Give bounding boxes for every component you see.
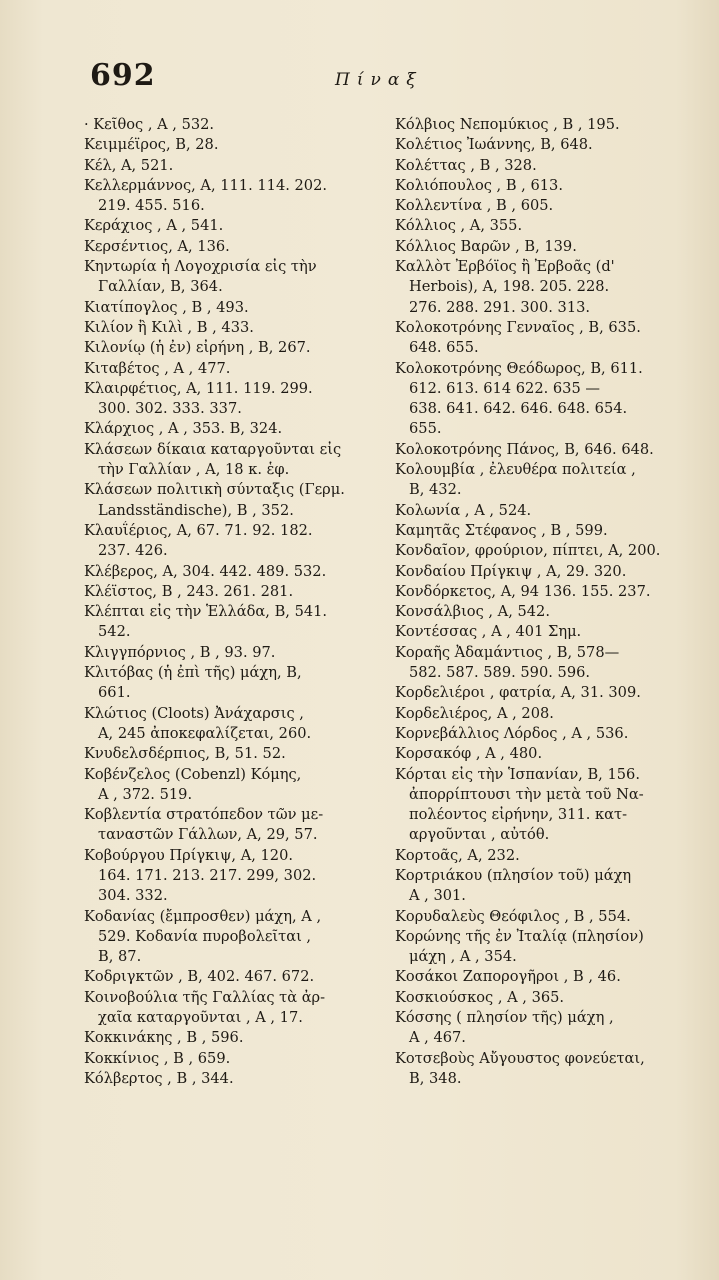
index-entry-line: Κοδανίας (ἔμπροσθεν) μάχη, Α , — [84, 907, 322, 925]
index-entry-line: Κερσέντιος, Α, 136. — [84, 237, 230, 255]
index-entry-line: Κονδαίου Πρίγκιψ , Α, 29. 320. — [395, 562, 627, 580]
index-entry-line: Κηντωρία ἡ Λογοχρισία εἰς τὴν — [84, 258, 317, 276]
index-entry-line: Κλέπται εἰς τὴν Ἑλλάδα, Β, 541. — [84, 603, 328, 621]
index-entry-line: Κόρται εἰς τὴν Ἱσπανίαν, Β, 156. — [395, 765, 640, 783]
running-title: Πίναξ — [335, 70, 423, 90]
index-entry-line: Κονδόρκετος, Α, 94 136. 155. 237. — [395, 582, 651, 600]
index-entry-line: Α , 467. — [409, 1029, 466, 1047]
index-entry-line: Herbois), Α, 198. 205. 228. — [409, 278, 610, 296]
index-entry-line: · Κεῖθος , Α , 532. — [84, 116, 215, 133]
index-entry-line: Κολιόπουλος , Β , 613. — [395, 176, 563, 194]
index-entry-line: Καλλὸτ Ἐρβόϊος ἢ Ἐρβοᾶς (d' — [395, 258, 615, 276]
index-entry-line: Κοτσεβοὺς Αὔγουστος φονεύεται, — [395, 1049, 645, 1067]
index-entry-line: 219. 455. 516. — [98, 197, 205, 215]
index-entry-line: Α , 301. — [409, 887, 466, 905]
page-header — [90, 58, 650, 98]
index-entry-line: Κόσσης ( πλησίον τῆς) μάχη , — [395, 1009, 614, 1027]
index-entry-line: 582. 587. 589. 590. 596. — [409, 664, 591, 682]
index-entry-line: 661. — [98, 684, 131, 702]
index-entry-line: Κελλερμάννος, Α, 111. 114. 202. — [84, 176, 327, 194]
index-entry-line: Κολουμβία , ἐλευθέρα πολιτεία , — [395, 461, 636, 479]
index-entry-line: Γαλλίαν, Β, 364. — [98, 278, 223, 296]
index-entry-line: Κοινοβούλια τῆς Γαλλίας τὰ ἀρ- — [84, 988, 326, 1006]
index-entry-line: μάχη , Α , 354. — [409, 948, 517, 966]
index-entry-line: Κορτοᾶς, Α, 232. — [395, 846, 520, 864]
index-entry-line: Κοσκιούσκος , Α , 365. — [395, 988, 565, 1006]
index-entry-line: Β, 432. — [409, 481, 462, 499]
index-entry-line: Κλώτιος (Cloots) Ἀνάχαρσις , — [84, 704, 304, 722]
index-entry-line: Κορώνης τῆς ἐν Ἰταλίᾳ (πλησίον) — [395, 927, 644, 945]
index-entry-line: Καμητᾶς Στέφανος , Β , 599. — [395, 521, 608, 539]
index-column-left — [84, 115, 376, 1089]
index-entry-line: Κορυδαλεὺς Θεόφιλος , Β , 554. — [395, 907, 631, 925]
index-entry-line: Κορδελιέροι , φατρία, Α, 31. 309. — [395, 684, 641, 702]
index-column-right — [395, 115, 685, 1089]
index-entry-line: Κλάρχιος , Α , 353. Β, 324. — [84, 420, 283, 438]
index-entry-line: 304. 332. — [98, 887, 168, 905]
index-entry-line: 638. 641. 642. 646. 648. 654. — [409, 400, 628, 418]
index-entry-line: 529. Κοδανία πυροβολεῖται , — [98, 927, 312, 945]
index-entry-line: Landsständische), Β , 352. — [98, 501, 294, 519]
index-entry-line: Κιλονίῳ (ἡ ἐν) εἰρήνη , Β, 267. — [84, 339, 311, 357]
index-entry-line: Κόλβιος Νεπομύκιος , Β , 195. — [395, 116, 620, 133]
index-entry-line: τὴν Γαλλίαν , Α, 18 κ. ἑφ. — [98, 461, 290, 479]
index-entry-line: ταναστῶν Γάλλων, Α, 29, 57. — [98, 826, 318, 844]
index-entry-line: Κόλλιος Βαρῶν , Β, 139. — [395, 237, 577, 255]
index-entry-line: 542. — [98, 623, 131, 641]
index-entry-line: αργοῦνται , αὐτόθ. — [409, 826, 550, 844]
index-entry-line: Α, 245 ἀποκεφαλίζεται, 260. — [98, 724, 312, 742]
index-entry-line: Κοδριγκτῶν , Β, 402. 467. 672. — [84, 968, 315, 986]
index-entry-line: Κνυδελσδέρπιος, Β, 51. 52. — [84, 745, 286, 763]
index-entry-line: 655. — [409, 420, 442, 438]
index-entry-line: Β, 87. — [98, 948, 142, 966]
index-entry-line: 648. 655. — [409, 339, 479, 357]
index-entry-line: χαῖα καταργοῦνται , Α , 17. — [98, 1009, 303, 1027]
index-entry-line: Κοβούργου Πρίγκιψ, Α, 120. — [84, 846, 294, 864]
index-entry-line: Κορτριάκου (πλησίον τοῦ) μάχη — [395, 866, 632, 884]
index-entry-line: Κιλίον ἢ Κιλὶ , Β , 433. — [84, 318, 254, 336]
index-entry-line: Α , 372. 519. — [98, 785, 193, 803]
index-entry-line: πολέοντος εἰρήνην, 311. κατ- — [409, 806, 628, 824]
index-entry-line: Κλάσεων πολιτικὴ σύνταξις (Γερμ. — [84, 481, 345, 499]
index-entry-line: Κλέϊστος, Β , 243. 261. 281. — [84, 582, 294, 600]
index-entry-line: Κονσάλβιος , Α, 542. — [395, 603, 550, 621]
index-entry-line: Κέλ, Α, 521. — [84, 156, 174, 174]
index-entry-line: Κιταβέτος , Α , 477. — [84, 359, 231, 377]
index-entry-line: ἀπορρίπτουσι τὴν μετὰ τοῦ Να- — [409, 785, 644, 803]
index-entry-line: Κολωνία , Α , 524. — [395, 501, 532, 519]
index-entry-line: Κολοκοτρόνης Θεόδωρος, Β, 611. — [395, 359, 643, 377]
index-entry-line: Κολοκοτρόνης Πάνος, Β, 646. 648. — [395, 440, 654, 458]
index-entry-line: Κοσάκοι Ζαπορογῆροι , Β , 46. — [395, 968, 621, 986]
index-entry-line: Κιατίπογλος , Β , 493. — [84, 298, 249, 316]
index-entry-line: 612. 613. 614 622. 635 — — [409, 379, 600, 397]
index-entry-line: Κολέττας , Β , 328. — [395, 156, 537, 174]
index-entry-line: Κλάσεων δίκαια καταργοῦνται εἰς — [84, 440, 342, 458]
index-entry-line: Κόλλιος , Α, 355. — [395, 217, 523, 235]
index-entry-line: Κλιγγπόρνιος , Β , 93. 97. — [84, 643, 276, 661]
index-entry-line: Κορσακόφ , Α , 480. — [395, 745, 543, 763]
index-entry-line: Κονδαῖον, φρούριον, πίπτει, Α, 200. — [395, 542, 661, 560]
index-entry-line: Κορδελιέρος, Α , 208. — [395, 704, 554, 722]
index-entry-line: Κοκκινάκης , Β , 596. — [84, 1029, 244, 1047]
index-entry-line: 300. 302. 333. 337. — [98, 400, 242, 418]
index-entry-line: Κορνεβάλλιος Λόρδος , Α , 536. — [395, 724, 629, 742]
index-entry-line: Κολέτιος Ἰωάννης, Β, 648. — [395, 136, 593, 154]
index-entry-line: 276. 288. 291. 300. 313. — [409, 298, 591, 316]
index-entry-line: Κοραῆς Ἀδαμάντιος , Β, 578— — [395, 643, 620, 661]
index-entry-line: Κοντέσσας , Α , 401 Σημ. — [395, 623, 582, 641]
index-entry-line: Κεράχιος , Α , 541. — [84, 217, 224, 235]
index-entry-line: Κολοκοτρόνης Γενναῖος , Β, 635. — [395, 318, 641, 336]
index-entry-line: Κλέβερος, Α, 304. 442. 489. 532. — [84, 562, 327, 580]
index-entry-line: Κλιτόβας (ἡ ἐπὶ τῆς) μάχη, Β, — [84, 664, 302, 682]
index-entry-line: 237. 426. — [98, 542, 168, 560]
page-number: 692 — [90, 58, 156, 93]
index-entry-line: Κολλεντίνα , Β , 605. — [395, 197, 554, 215]
index-entry-line: Β, 348. — [409, 1069, 462, 1087]
index-entry-line: Κοκκίνιος , Β , 659. — [84, 1049, 231, 1067]
index-entry-line: 164. 171. 213. 217. 299, 302. — [98, 866, 317, 884]
index-entry-line: Κλαυΐέριος, Α, 67. 71. 92. 182. — [84, 521, 313, 539]
index-entry-line: Κοβλεντία στρατόπεδον τῶν με- — [84, 806, 324, 824]
index-entry-line: Κλαιρφέτιος, Α, 111. 119. 299. — [84, 379, 313, 397]
index-entry-line: Κειμμέϊρος, Β, 28. — [84, 136, 219, 154]
index-entry-line: Κόλβερτος , Β , 344. — [84, 1069, 234, 1087]
index-entry-line: Κοβένζελος (Cobenzl) Κόμης, — [84, 765, 302, 783]
